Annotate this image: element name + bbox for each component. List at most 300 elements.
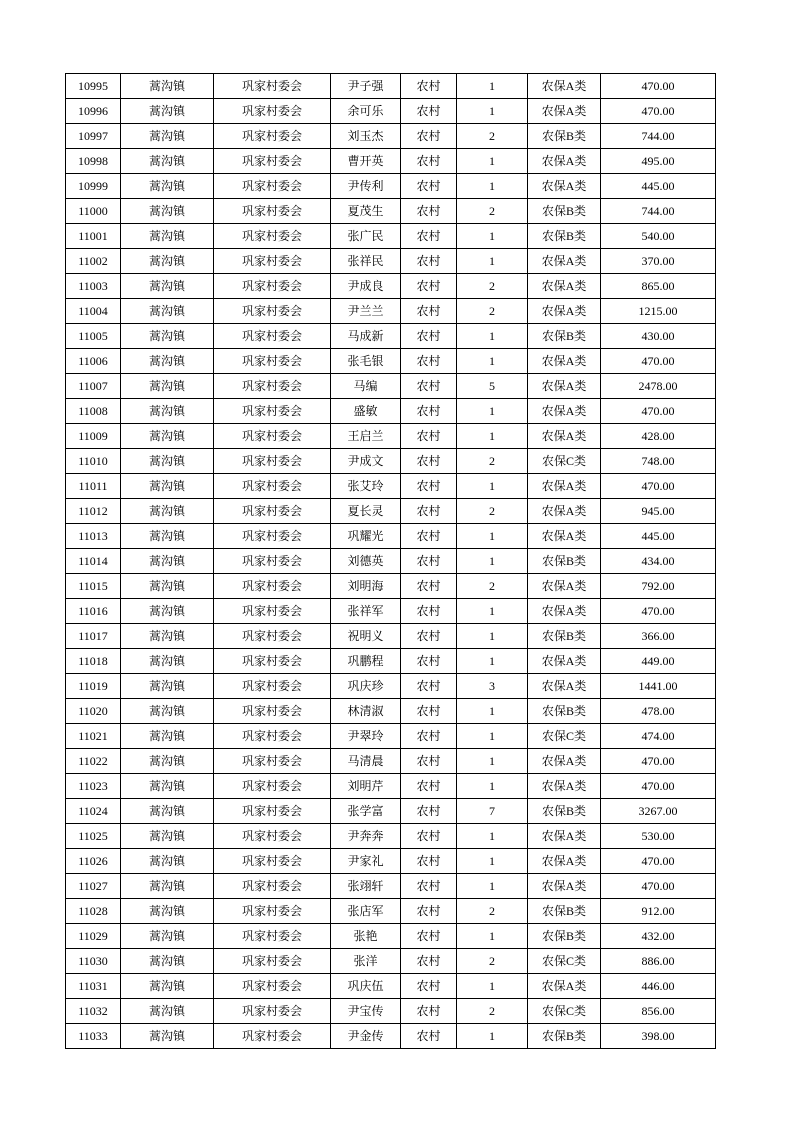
table-cell-town: 蒿沟镇: [121, 474, 214, 499]
table-cell-id: 11012: [66, 499, 121, 524]
table-cell-id: 11015: [66, 574, 121, 599]
table-cell-village-committee: 巩家村委会: [214, 549, 331, 574]
table-cell-village-committee: 巩家村委会: [214, 1024, 331, 1049]
table-cell-insurance-class: 农保C类: [528, 999, 601, 1024]
table-cell-village-committee: 巩家村委会: [214, 774, 331, 799]
table-cell-person-count: 2: [457, 199, 528, 224]
table-cell-residence-type: 农村: [401, 699, 457, 724]
table-cell-town: 蒿沟镇: [121, 349, 214, 374]
table-cell-insurance-class: 农保A类: [528, 149, 601, 174]
table-cell-village-committee: 巩家村委会: [214, 924, 331, 949]
table-cell-id: 11017: [66, 624, 121, 649]
table-cell-insurance-class: 农保A类: [528, 599, 601, 624]
table-cell-id: 11019: [66, 674, 121, 699]
table-row: [66, 399, 716, 424]
table-row: [66, 874, 716, 899]
table-row: [66, 224, 716, 249]
table-cell-village-committee: 巩家村委会: [214, 499, 331, 524]
table-cell-amount: 540.00: [601, 224, 716, 249]
table-cell-amount: 445.00: [601, 524, 716, 549]
table-cell-person-count: 2: [457, 574, 528, 599]
table-cell-person-name: 尹家礼: [331, 849, 401, 874]
table-cell-amount: 792.00: [601, 574, 716, 599]
table-cell-person-count: 1: [457, 624, 528, 649]
table-cell-person-count: 1: [457, 974, 528, 999]
table-cell-insurance-class: 农保B类: [528, 124, 601, 149]
table-cell-residence-type: 农村: [401, 349, 457, 374]
table-cell-amount: 2478.00: [601, 374, 716, 399]
table-cell-town: 蒿沟镇: [121, 899, 214, 924]
table-cell-id: 10998: [66, 149, 121, 174]
table-cell-person-count: 1: [457, 399, 528, 424]
table-cell-insurance-class: 农保A类: [528, 824, 601, 849]
table-cell-residence-type: 农村: [401, 774, 457, 799]
table-cell-insurance-class: 农保A类: [528, 474, 601, 499]
table-cell-person-count: 1: [457, 874, 528, 899]
table-cell-person-count: 1: [457, 349, 528, 374]
table-cell-village-committee: 巩家村委会: [214, 749, 331, 774]
table-cell-person-count: 1: [457, 924, 528, 949]
table-cell-village-committee: 巩家村委会: [214, 374, 331, 399]
table-cell-amount: 478.00: [601, 699, 716, 724]
table-cell-id: 11000: [66, 199, 121, 224]
table-cell-insurance-class: 农保A类: [528, 524, 601, 549]
table-cell-amount: 470.00: [601, 849, 716, 874]
table-cell-insurance-class: 农保B类: [528, 549, 601, 574]
table-cell-id: 11033: [66, 1024, 121, 1049]
table-cell-insurance-class: 农保A类: [528, 874, 601, 899]
table-cell-town: 蒿沟镇: [121, 649, 214, 674]
table-cell-residence-type: 农村: [401, 474, 457, 499]
table-cell-person-name: 刘玉杰: [331, 124, 401, 149]
table-cell-insurance-class: 农保A类: [528, 374, 601, 399]
table-cell-id: 11008: [66, 399, 121, 424]
table-cell-amount: 432.00: [601, 924, 716, 949]
table-cell-village-committee: 巩家村委会: [214, 624, 331, 649]
table-cell-residence-type: 农村: [401, 624, 457, 649]
table-cell-person-name: 尹奔奔: [331, 824, 401, 849]
table-cell-residence-type: 农村: [401, 649, 457, 674]
table-cell-amount: 430.00: [601, 324, 716, 349]
table-cell-village-committee: 巩家村委会: [214, 174, 331, 199]
table-cell-insurance-class: 农保A类: [528, 274, 601, 299]
table-cell-village-committee: 巩家村委会: [214, 674, 331, 699]
table-cell-insurance-class: 农保A类: [528, 774, 601, 799]
table-cell-insurance-class: 农保A类: [528, 249, 601, 274]
table-cell-amount: 470.00: [601, 99, 716, 124]
table-cell-town: 蒿沟镇: [121, 499, 214, 524]
table-cell-residence-type: 农村: [401, 274, 457, 299]
table-cell-person-name: 王启兰: [331, 424, 401, 449]
table-cell-amount: 3267.00: [601, 799, 716, 824]
table-cell-person-name: 巩耀光: [331, 524, 401, 549]
table-cell-id: 11001: [66, 224, 121, 249]
table-row: [66, 624, 716, 649]
table-cell-amount: 865.00: [601, 274, 716, 299]
table-cell-insurance-class: 农保A类: [528, 99, 601, 124]
table-cell-village-committee: 巩家村委会: [214, 724, 331, 749]
table-cell-person-name: 刘明芹: [331, 774, 401, 799]
table-row: [66, 349, 716, 374]
table-cell-town: 蒿沟镇: [121, 949, 214, 974]
table-cell-village-committee: 巩家村委会: [214, 424, 331, 449]
table-cell-amount: 445.00: [601, 174, 716, 199]
table-cell-town: 蒿沟镇: [121, 524, 214, 549]
table-cell-person-count: 2: [457, 274, 528, 299]
table-cell-amount: 1215.00: [601, 299, 716, 324]
table-cell-person-name: 张祥民: [331, 249, 401, 274]
table-cell-id: 11004: [66, 299, 121, 324]
table-row: [66, 849, 716, 874]
table-cell-id: 11010: [66, 449, 121, 474]
table-cell-village-committee: 巩家村委会: [214, 299, 331, 324]
table-cell-insurance-class: 农保B类: [528, 1024, 601, 1049]
table-cell-amount: 470.00: [601, 749, 716, 774]
table-cell-town: 蒿沟镇: [121, 449, 214, 474]
table-row: [66, 124, 716, 149]
table-cell-amount: 744.00: [601, 199, 716, 224]
table-row: [66, 799, 716, 824]
table-cell-residence-type: 农村: [401, 324, 457, 349]
table-cell-village-committee: 巩家村委会: [214, 874, 331, 899]
table-cell-village-committee: 巩家村委会: [214, 999, 331, 1024]
table-cell-id: 10995: [66, 74, 121, 99]
table-row: [66, 149, 716, 174]
table-cell-id: 11029: [66, 924, 121, 949]
table-cell-amount: 1441.00: [601, 674, 716, 699]
table-cell-person-count: 5: [457, 374, 528, 399]
table-cell-amount: 748.00: [601, 449, 716, 474]
table-cell-person-count: 1: [457, 224, 528, 249]
table-cell-id: 11025: [66, 824, 121, 849]
table-cell-id: 10997: [66, 124, 121, 149]
benefits-table: [65, 73, 716, 1049]
table-cell-person-count: 2: [457, 899, 528, 924]
table-cell-village-committee: 巩家村委会: [214, 349, 331, 374]
table-cell-id: 11002: [66, 249, 121, 274]
table-cell-person-count: 7: [457, 799, 528, 824]
table-cell-id: 11022: [66, 749, 121, 774]
table-cell-village-committee: 巩家村委会: [214, 274, 331, 299]
table-cell-person-name: 张广民: [331, 224, 401, 249]
table-cell-id: 11009: [66, 424, 121, 449]
table-cell-id: 10999: [66, 174, 121, 199]
table-cell-insurance-class: 农保A类: [528, 574, 601, 599]
table-cell-town: 蒿沟镇: [121, 249, 214, 274]
table-row: [66, 1024, 716, 1049]
table-cell-person-name: 巩庆珍: [331, 674, 401, 699]
table-cell-village-committee: 巩家村委会: [214, 249, 331, 274]
table-cell-person-name: 张洋: [331, 949, 401, 974]
table-cell-amount: 470.00: [601, 774, 716, 799]
table-cell-residence-type: 农村: [401, 449, 457, 474]
table-cell-person-name: 林清淑: [331, 699, 401, 724]
table-cell-insurance-class: 农保A类: [528, 74, 601, 99]
table-row: [66, 274, 716, 299]
table-row: [66, 774, 716, 799]
table-cell-person-name: 盛敏: [331, 399, 401, 424]
table-row: [66, 899, 716, 924]
table-cell-id: 11032: [66, 999, 121, 1024]
table-cell-village-committee: 巩家村委会: [214, 74, 331, 99]
table-row: [66, 549, 716, 574]
table-cell-amount: 470.00: [601, 599, 716, 624]
table-cell-person-name: 马清晨: [331, 749, 401, 774]
table-row: [66, 474, 716, 499]
table-cell-insurance-class: 农保A类: [528, 349, 601, 374]
table-cell-person-count: 1: [457, 1024, 528, 1049]
table-cell-person-count: 1: [457, 774, 528, 799]
table-cell-town: 蒿沟镇: [121, 224, 214, 249]
table-cell-id: 11024: [66, 799, 121, 824]
table-cell-person-name: 尹成文: [331, 449, 401, 474]
table-cell-person-count: 1: [457, 474, 528, 499]
table-cell-village-committee: 巩家村委会: [214, 949, 331, 974]
table-cell-insurance-class: 农保B类: [528, 324, 601, 349]
table-cell-village-committee: 巩家村委会: [214, 599, 331, 624]
table-cell-town: 蒿沟镇: [121, 699, 214, 724]
table-cell-insurance-class: 农保C类: [528, 949, 601, 974]
table-cell-id: 11027: [66, 874, 121, 899]
table-cell-person-count: 1: [457, 649, 528, 674]
table-cell-id: 11014: [66, 549, 121, 574]
table-cell-amount: 912.00: [601, 899, 716, 924]
table-cell-person-count: 1: [457, 424, 528, 449]
table-row: [66, 674, 716, 699]
table-cell-town: 蒿沟镇: [121, 124, 214, 149]
table-cell-village-committee: 巩家村委会: [214, 474, 331, 499]
table-cell-village-committee: 巩家村委会: [214, 699, 331, 724]
table-cell-person-count: 2: [457, 499, 528, 524]
table-cell-town: 蒿沟镇: [121, 724, 214, 749]
table-cell-id: 11030: [66, 949, 121, 974]
table-cell-village-committee: 巩家村委会: [214, 124, 331, 149]
table-cell-person-count: 2: [457, 124, 528, 149]
table-cell-person-name: 马成新: [331, 324, 401, 349]
table-cell-residence-type: 农村: [401, 874, 457, 899]
table-cell-person-count: 1: [457, 174, 528, 199]
table-row: [66, 824, 716, 849]
table-cell-insurance-class: 农保A类: [528, 424, 601, 449]
table-cell-person-name: 刘德英: [331, 549, 401, 574]
table-cell-residence-type: 农村: [401, 924, 457, 949]
table-cell-residence-type: 农村: [401, 499, 457, 524]
table-cell-residence-type: 农村: [401, 524, 457, 549]
table-cell-town: 蒿沟镇: [121, 749, 214, 774]
table-cell-id: 11031: [66, 974, 121, 999]
table-cell-town: 蒿沟镇: [121, 799, 214, 824]
table-cell-residence-type: 农村: [401, 149, 457, 174]
table-cell-amount: 449.00: [601, 649, 716, 674]
table-cell-village-committee: 巩家村委会: [214, 524, 331, 549]
table-cell-residence-type: 农村: [401, 974, 457, 999]
table-row: [66, 174, 716, 199]
table-cell-residence-type: 农村: [401, 674, 457, 699]
table-cell-village-committee: 巩家村委会: [214, 899, 331, 924]
table-cell-residence-type: 农村: [401, 724, 457, 749]
table-cell-insurance-class: 农保B类: [528, 799, 601, 824]
table-cell-amount: 470.00: [601, 874, 716, 899]
table-cell-residence-type: 农村: [401, 224, 457, 249]
table-cell-amount: 744.00: [601, 124, 716, 149]
table-cell-village-committee: 巩家村委会: [214, 99, 331, 124]
table-cell-amount: 495.00: [601, 149, 716, 174]
table-cell-insurance-class: 农保A类: [528, 499, 601, 524]
table-cell-person-name: 夏茂生: [331, 199, 401, 224]
table-cell-person-count: 2: [457, 299, 528, 324]
table-cell-village-committee: 巩家村委会: [214, 324, 331, 349]
table-cell-amount: 945.00: [601, 499, 716, 524]
table-cell-person-count: 1: [457, 849, 528, 874]
table-cell-person-name: 张翊轩: [331, 874, 401, 899]
table-cell-insurance-class: 农保A类: [528, 174, 601, 199]
table-cell-town: 蒿沟镇: [121, 99, 214, 124]
table-cell-residence-type: 农村: [401, 199, 457, 224]
table-cell-town: 蒿沟镇: [121, 1024, 214, 1049]
table-cell-town: 蒿沟镇: [121, 174, 214, 199]
table-cell-village-committee: 巩家村委会: [214, 224, 331, 249]
table-cell-person-count: 1: [457, 249, 528, 274]
table-cell-id: 11005: [66, 324, 121, 349]
table-row: [66, 574, 716, 599]
table-cell-town: 蒿沟镇: [121, 824, 214, 849]
table-cell-town: 蒿沟镇: [121, 574, 214, 599]
table-cell-residence-type: 农村: [401, 424, 457, 449]
table-cell-person-count: 1: [457, 824, 528, 849]
table-cell-town: 蒿沟镇: [121, 624, 214, 649]
table-cell-id: 11007: [66, 374, 121, 399]
table-cell-amount: 530.00: [601, 824, 716, 849]
table-row: [66, 999, 716, 1024]
table-cell-insurance-class: 农保B类: [528, 699, 601, 724]
table-cell-person-name: 张祥军: [331, 599, 401, 624]
table-cell-id: 11028: [66, 899, 121, 924]
table-cell-residence-type: 农村: [401, 299, 457, 324]
table-cell-person-name: 巩庆伍: [331, 974, 401, 999]
table-cell-person-name: 尹金传: [331, 1024, 401, 1049]
table-cell-person-name: 夏长灵: [331, 499, 401, 524]
table-cell-village-committee: 巩家村委会: [214, 649, 331, 674]
table-cell-amount: 470.00: [601, 399, 716, 424]
table-row: [66, 599, 716, 624]
table-cell-amount: 470.00: [601, 474, 716, 499]
table-cell-town: 蒿沟镇: [121, 924, 214, 949]
table-cell-id: 11003: [66, 274, 121, 299]
table-cell-village-committee: 巩家村委会: [214, 974, 331, 999]
table-cell-person-name: 张艾玲: [331, 474, 401, 499]
table-cell-person-count: 1: [457, 524, 528, 549]
table-row: [66, 424, 716, 449]
table-cell-person-count: 1: [457, 699, 528, 724]
table-cell-insurance-class: 农保B类: [528, 624, 601, 649]
table-row: [66, 374, 716, 399]
table-cell-residence-type: 农村: [401, 174, 457, 199]
table-cell-person-count: 1: [457, 149, 528, 174]
table-cell-insurance-class: 农保A类: [528, 974, 601, 999]
table-cell-amount: 446.00: [601, 974, 716, 999]
table-body: [66, 74, 716, 1049]
table-cell-residence-type: 农村: [401, 124, 457, 149]
table-cell-amount: 474.00: [601, 724, 716, 749]
table-row: [66, 299, 716, 324]
table-cell-town: 蒿沟镇: [121, 324, 214, 349]
table-cell-insurance-class: 农保A类: [528, 849, 601, 874]
table-cell-person-count: 1: [457, 599, 528, 624]
table-cell-person-count: 1: [457, 724, 528, 749]
table-cell-person-count: 1: [457, 749, 528, 774]
table-cell-id: 10996: [66, 99, 121, 124]
table-row: [66, 199, 716, 224]
table-cell-insurance-class: 农保B类: [528, 899, 601, 924]
table-cell-insurance-class: 农保A类: [528, 399, 601, 424]
table-row: [66, 974, 716, 999]
table-cell-residence-type: 农村: [401, 99, 457, 124]
table-cell-insurance-class: 农保B类: [528, 924, 601, 949]
table-row: [66, 699, 716, 724]
table-row: [66, 499, 716, 524]
table-cell-person-name: 巩鹏程: [331, 649, 401, 674]
table-cell-person-name: 尹宝传: [331, 999, 401, 1024]
table-cell-person-name: 刘明海: [331, 574, 401, 599]
table-cell-town: 蒿沟镇: [121, 374, 214, 399]
table-row: [66, 99, 716, 124]
table-cell-insurance-class: 农保B类: [528, 199, 601, 224]
table-row: [66, 524, 716, 549]
table-cell-amount: 370.00: [601, 249, 716, 274]
table-cell-person-name: 尹传利: [331, 174, 401, 199]
table-row: [66, 324, 716, 349]
table-cell-amount: 398.00: [601, 1024, 716, 1049]
table-cell-id: 11026: [66, 849, 121, 874]
table-cell-town: 蒿沟镇: [121, 674, 214, 699]
table-cell-insurance-class: 农保B类: [528, 224, 601, 249]
table-cell-id: 11013: [66, 524, 121, 549]
table-cell-residence-type: 农村: [401, 249, 457, 274]
table-cell-town: 蒿沟镇: [121, 774, 214, 799]
table-cell-residence-type: 农村: [401, 999, 457, 1024]
table-cell-insurance-class: 农保A类: [528, 299, 601, 324]
table-row: [66, 749, 716, 774]
table-row: [66, 949, 716, 974]
table-cell-person-count: 1: [457, 549, 528, 574]
table-cell-town: 蒿沟镇: [121, 849, 214, 874]
table-cell-insurance-class: 农保C类: [528, 724, 601, 749]
table-cell-person-name: 曹开英: [331, 149, 401, 174]
table-cell-amount: 856.00: [601, 999, 716, 1024]
table-cell-person-name: 余可乐: [331, 99, 401, 124]
table-cell-person-name: 马编: [331, 374, 401, 399]
table-cell-town: 蒿沟镇: [121, 424, 214, 449]
table-row: [66, 924, 716, 949]
table-cell-id: 11020: [66, 699, 121, 724]
table-cell-person-count: 2: [457, 999, 528, 1024]
table-cell-residence-type: 农村: [401, 749, 457, 774]
table-row: [66, 724, 716, 749]
table-cell-person-name: 张学富: [331, 799, 401, 824]
table-cell-town: 蒿沟镇: [121, 999, 214, 1024]
table-cell-amount: 886.00: [601, 949, 716, 974]
table-cell-person-count: 1: [457, 99, 528, 124]
table-cell-residence-type: 农村: [401, 574, 457, 599]
table-cell-person-name: 祝明义: [331, 624, 401, 649]
table-cell-town: 蒿沟镇: [121, 599, 214, 624]
table-cell-amount: 366.00: [601, 624, 716, 649]
table-cell-id: 11018: [66, 649, 121, 674]
table-cell-town: 蒿沟镇: [121, 399, 214, 424]
table-row: [66, 449, 716, 474]
table-cell-residence-type: 农村: [401, 549, 457, 574]
table-cell-village-committee: 巩家村委会: [214, 149, 331, 174]
